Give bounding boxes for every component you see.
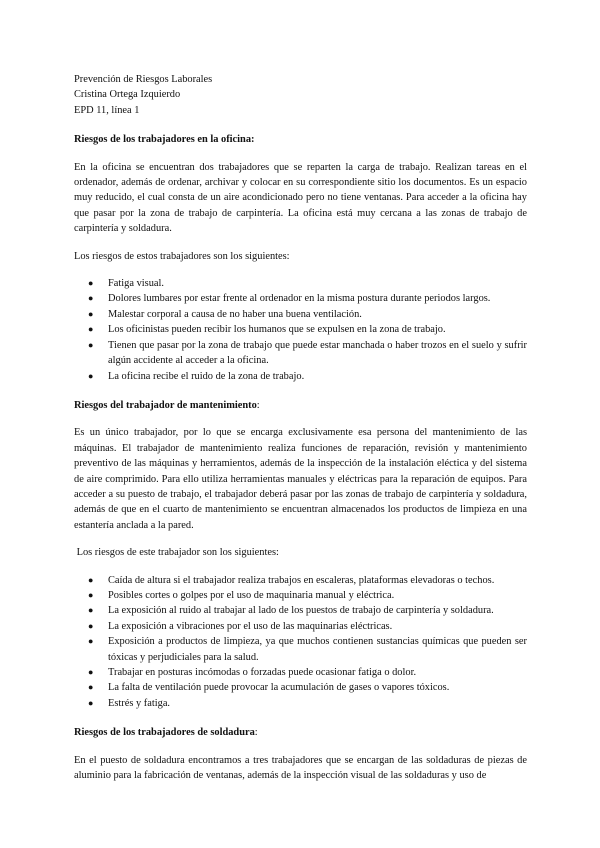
section-heading-colon: : (254, 727, 258, 739)
list-item-text: Tienen que pasar por la zona de trabajo que puede estar manchada o haber trozos en el suelo y sufrir algún accidente al acceder a la oficina. (108, 339, 527, 367)
list-item-text: La exposición al ruido al trabajar al lado de los puestos de trabajo de carpintería y soldadura. (108, 605, 494, 617)
risk-list-maintenance (74, 573, 527, 712)
risk-list-intro-maintenance: Los riesgos de este trabajador son los siguientes: (74, 547, 279, 559)
list-item-text: Caída de altura si el trabajador realiza trabajos en escaleras, plataformas elevadoras o techos. (108, 574, 495, 586)
bullet-icon: ● (88, 293, 94, 304)
bullet-icon: ● (88, 620, 94, 631)
bullet-icon: ● (88, 682, 94, 693)
section-heading-text: Riesgos del trabajador de mantenimiento (74, 399, 257, 411)
list-item-text: Estrés y fatiga. (108, 697, 171, 709)
section-paragraph-welding: En el puesto de soldadura encontramos a tres trabajadores que se encargan de las soldaduras de piezas de aluminio para la fabricación de ventanas, además de la inspección visual de las soldaduras y uso de (74, 754, 527, 782)
list-item (74, 634, 527, 665)
bullet-icon: ● (88, 574, 94, 585)
list-item (74, 307, 527, 322)
list-item-text: Posibles cortes o golpes por el uso de maquinaria manual y eléctrica. (108, 589, 395, 601)
list-item (74, 573, 527, 588)
section-heading-office (74, 132, 527, 147)
list-item-text: Los oficinistas pueden recibir los humanos que se expulsen en la zona de trabajo. (108, 324, 446, 336)
section-heading-text: Riesgos de los trabajadores en la oficina: (74, 134, 255, 146)
bullet-icon: ● (88, 697, 94, 708)
course-title: Prevención de Riesgos Laborales (74, 74, 213, 85)
list-item (74, 588, 527, 603)
bullet-icon: ● (88, 308, 94, 319)
list-item-text: La oficina recibe el ruido de la zona de trabajo. (108, 370, 305, 382)
list-item (74, 369, 527, 384)
list-item-text: Malestar corporal a causa de no haber una buena ventilación. (108, 308, 362, 320)
list-item (74, 665, 527, 680)
list-item-text: Trabajar en posturas incómodas o forzadas puede ocasionar fatiga o dolor. (108, 667, 417, 678)
list-item (74, 603, 527, 618)
section-paragraph-maintenance: Es un único trabajador, por lo que se encarga exclusivamente esa persona del mantenimiento de las máquinas. El trabajador de mantenimiento realiza funciones de reparación, revisión y mantenimiento preventivo de las máquinas y herramientos, además de la inspección de la instalación eléctica y del sistema de aire comprimido. Para ello utiliza herramientas manuales y eléctricas para la reparación de equipos. Para acceder a su puesto de trabajo, el trabajador deberá pasar por las zonas de trabajo de carpintería y soldadura, además de que en el cuarto de mantenimiento se encuentran almacenados los productos de limpieza en una estantería anclada a la pared. (74, 427, 527, 531)
section-heading-maintenance (74, 398, 527, 413)
document-content (74, 72, 527, 795)
author-name: Cristina Ortega Izquierdo (74, 89, 181, 101)
section-heading-colon: : (256, 399, 260, 411)
list-item (74, 276, 527, 291)
assignment-label: EPD 11, línea 1 (74, 104, 140, 116)
bullet-icon: ● (88, 278, 94, 289)
risk-list-office (74, 276, 527, 384)
bullet-icon: ● (88, 589, 94, 600)
bullet-icon: ● (88, 324, 94, 335)
list-item-text: La exposición a vibraciones por el uso de las maquinarias eléctricas. (108, 620, 393, 632)
list-item (74, 338, 527, 369)
section-paragraph-office: En la oficina se encuentran dos trabajadores que se reparten la carga de trabajo. Realizan tareas en el ordenador, además de ordenar, archivar y colocar en su correspondiente sitio los documentos. Es un espacio muy reducido, el cual consta de un aire acondicionado pero no tiene ventanas. Para acceder a la oficina hay que pasar por la zona de trabajo de carpintería. La oficina está muy cercana a las zonas de trabajo de carpintería y soldadura. (74, 161, 527, 235)
bullet-icon: ● (88, 370, 94, 381)
bullet-icon: ● (88, 636, 94, 647)
list-item (74, 619, 527, 634)
bullet-icon: ● (88, 339, 94, 350)
list-item-text: Fatiga visual. (108, 278, 164, 290)
list-item-text: Dolores lumbares por estar frente al ordenador en la misma postura durante periodos largos. (108, 293, 491, 305)
section-heading-welding (74, 725, 527, 740)
list-item (74, 291, 527, 306)
list-item (74, 696, 527, 711)
list-item-text: Exposición a productos de limpieza, ya que muchos contienen sustancias químicas que pueden ser tóxicas y perjudiciales para la salud. (108, 636, 527, 663)
section-heading-text: Riesgos de los trabajadores de soldadura (74, 727, 255, 739)
risk-list-intro-office: Los riesgos de estos trabajadores son los siguientes: (74, 250, 290, 262)
list-item (74, 680, 527, 695)
document-header (74, 72, 527, 118)
list-item-text: La falta de ventilación puede provocar la acumulación de gases o vapores tóxicos. (108, 682, 450, 694)
bullet-icon: ● (88, 605, 94, 616)
bullet-icon: ● (88, 667, 94, 677)
list-item (74, 322, 527, 337)
